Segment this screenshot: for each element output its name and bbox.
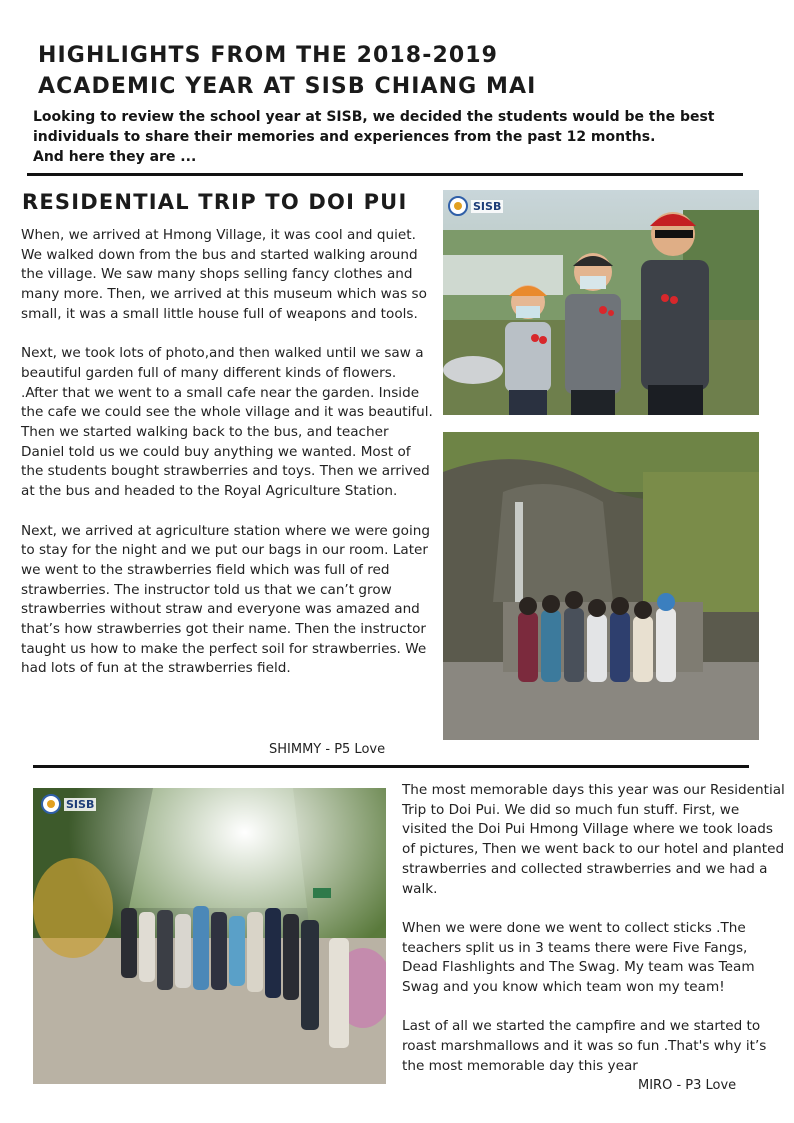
story-paragraph: Next, we arrived at agriculture station where we were going to stay for the night and we put our bags in our room. Later we went to the strawberries field which was full of red strawberries. The instructor told us that we can’t grow strawberries without straw and everyone was amazed and that’s how strawberries got their name. Then the instructor taught us how to make the perfect soil for strawberries. We had lots of fun at the strawberries field. [21, 522, 431, 677]
intro-line-2: individuals to share their memories and experiences from the past 12 months. [33, 129, 656, 145]
photo-boys-strawberries [443, 190, 759, 415]
title-line-2: ACADEMIC YEAR AT SISB CHIANG MAI [38, 74, 537, 99]
logo-text: SISB [66, 797, 95, 811]
story-miro [402, 781, 787, 1077]
seal-icon [41, 794, 61, 814]
intro-line-3: And here they are ... [33, 149, 197, 165]
photo-group-garden [33, 788, 386, 1084]
sisb-logo [41, 794, 96, 814]
story-paragraph: Last of all we started the campfire and we started to roast marshmallows and it was so fun .That's why it’s the most memorable day this year [402, 1018, 767, 1074]
story-paragraph: When, we arrived at Hmong Village, it was cool and quiet. We walked down from the bus and started walking around the village. We saw many shops selling fancy clothes and many more. Then, we arrived at this museum which was so small, it was a small little house full of weapons and tools. [21, 227, 427, 322]
section-heading: RESIDENTIAL TRIP TO DOI PUI [22, 190, 408, 214]
seal-icon [448, 196, 468, 216]
intro-text [33, 107, 763, 167]
top-divider [27, 173, 743, 176]
story-shimmy [21, 226, 433, 679]
story-paragraph: Next, we took lots of photo,and then walked until we saw a beautiful garden full of many different kinds of flowers. .After that we went to a small cafe near the garden. Inside the cafe we could see the whole village and it was beautiful. Then we started walking back to the bus, and teacher Daniel told us we could buy anything we wanted. Most of the students bought strawberries and toys. Then we arrived at the bus and headed to the Royal Agriculture Station. [21, 345, 433, 500]
author-miro: MIRO - P3 Love [638, 1078, 737, 1093]
logo-text: SISB [473, 199, 502, 213]
sisb-logo [448, 196, 503, 216]
author-shimmy: SHIMMY - P5 Love [269, 742, 386, 757]
page-title [38, 40, 536, 102]
photo-group-waterfall [443, 432, 759, 740]
title-line-1: HIGHLIGHTS FROM THE 2018-2019 [38, 43, 499, 68]
story-paragraph: When we were done we went to collect sticks .The teachers split us in 3 teams there were Five Fangs, Dead Flashlights and The Swag. My team was Team Swag and you know which team won my team! [402, 919, 755, 996]
intro-line-1: Looking to review the school year at SISB, we decided the students would be the best [33, 109, 715, 125]
middle-divider [33, 765, 749, 768]
story-paragraph: The most memorable days this year was our Residential Trip to Doi Pui. We did so much fun stuff. First, we visited the Doi Pui Hmong Village where we took loads of pictures, Then we went back to our hotel and planted strawberries and collected strawberries and we had a walk. [402, 782, 785, 897]
